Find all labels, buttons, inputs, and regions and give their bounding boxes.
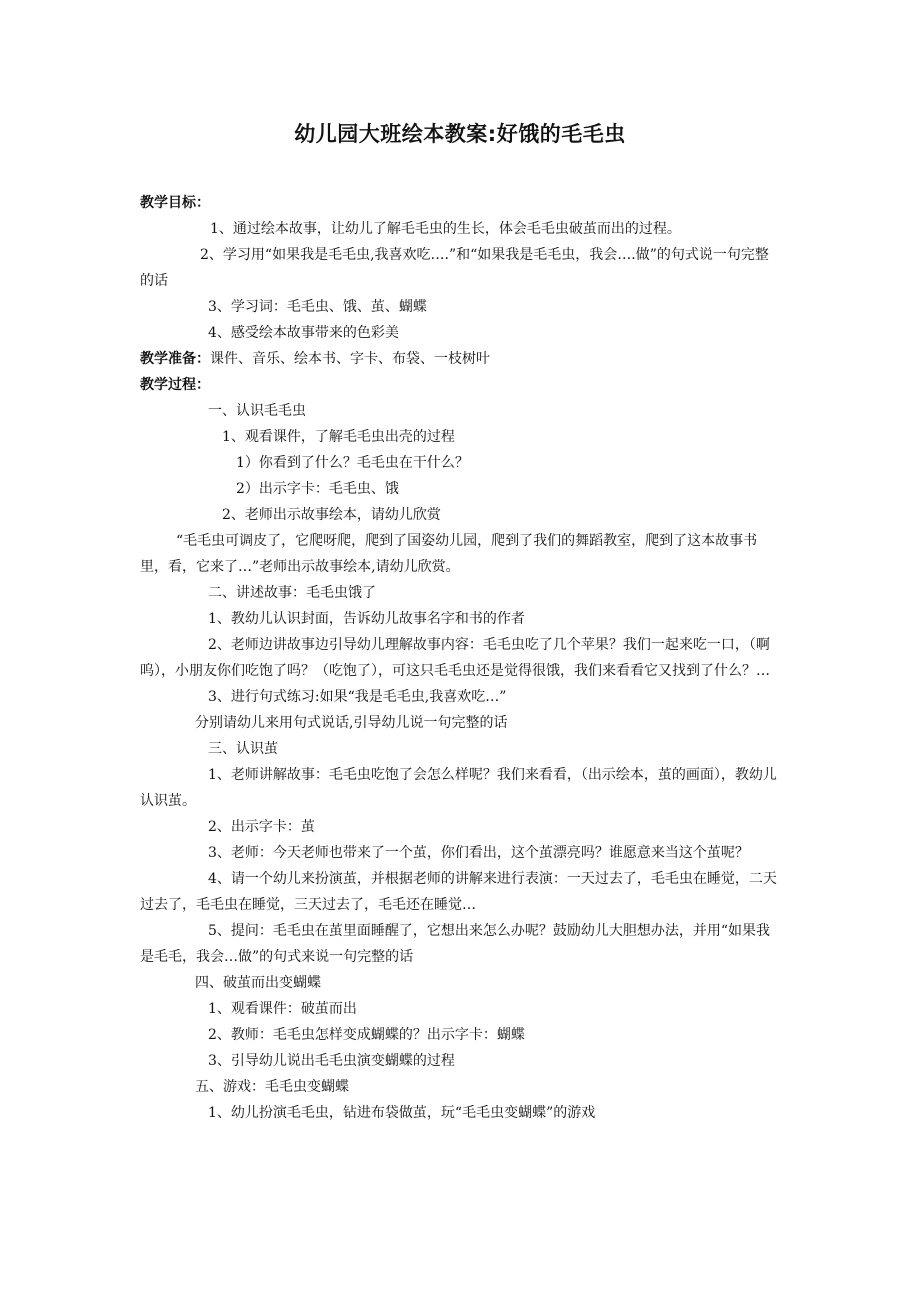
section-1-quote: “毛毛虫可调皮了，它爬呀爬，爬到了国姿幼儿园，爬到了我们的舞蹈教室，爬到了这本故事书里，看，它来了…”老师出示故事绘本,请幼儿欣赏。 (140, 533, 758, 575)
goal-item-1: 1、通过绘本故事，让幼儿了解毛毛虫的生长，体会毛毛虫破茧而出的过程。 (210, 221, 681, 237)
section-4-item-1: 1、观看课件：破茧而出 (208, 1001, 357, 1017)
section-1-question-1: 1）你看到了什么？毛毛虫在干什么？ (236, 455, 469, 471)
section-3-item-5: 5、提问：毛毛虫在茧里面睡醒了，它想出来怎么办呢？鼓励幼儿大胆想办法，并用“如果我是毛毛，我会…做”的句式来说一句完整的话 (140, 923, 771, 965)
process-heading: 教学过程： (140, 377, 210, 393)
page-title: 幼儿园大班绘本教案:好饿的毛毛虫 (294, 122, 626, 146)
section-2-note: 分别请幼儿来用句式说话,引导幼儿说一句完整的话 (195, 715, 508, 731)
section-5-item-1: 1、幼儿扮演毛毛虫，钻进布袋做茧，玩“毛毛虫变蝴蝶”的游戏 (208, 1105, 596, 1121)
goal-item-3: 3、学习词：毛毛虫、饿、茧、蝴蝶 (208, 299, 427, 315)
section-4-item-2: 2、教师：毛毛虫怎样变成蝴蝶的？出示字卡：蝴蝶 (208, 1027, 525, 1043)
section-4-title: 四、破茧而出变蝴蝶 (195, 975, 321, 991)
document-body (140, 190, 780, 1126)
section-2-title: 二、讲述故事：毛毛虫饿了 (208, 585, 376, 601)
section-4-item-3: 3、引导幼儿说出毛毛虫演变蝴蝶的过程 (208, 1053, 455, 1069)
section-3-title: 三、认识茧 (208, 741, 278, 757)
prep-text: 课件、音乐、绘本书、字卡、布袋、一枝树叶 (210, 351, 490, 367)
section-1-title: 一、认识毛毛虫 (208, 403, 306, 419)
section-1-item-2: 2、老师出示故事绘本，请幼儿欣赏 (222, 507, 441, 523)
goal-item-4: 4、感受绘本故事带来的色彩美 (208, 325, 399, 341)
section-5-title: 五、游戏：毛毛虫变蝴蝶 (195, 1079, 349, 1095)
section-1-item-1: 1、观看课件，了解毛毛虫出壳的过程 (222, 429, 455, 445)
section-1-question-2: 2）出示字卡：毛毛虫、饿 (236, 481, 399, 497)
prep-line (140, 346, 780, 372)
section-2-item-3: 3、进行句式练习:如果“我是毛毛虫,我喜欢吃…” (208, 689, 507, 705)
section-2-item-2: 2、老师边讲故事边引导幼儿理解故事内容：毛毛虫吃了几个苹果？我们一起来吃一口，（啊呜），小朋友你们吃饱了吗？（吃饱了），可这只毛毛虫还是觉得很饿，我们来看看它又找到了什么？… (140, 637, 770, 679)
section-3-item-4: 4、请一个幼儿来扮演茧，并根据老师的讲解来进行表演：一天过去了，毛毛虫在睡觉，二天过去了，毛毛虫在睡觉，三天过去了，毛毛还在睡觉… (140, 871, 777, 913)
goal-item-2: 2、学习用“如果我是毛毛虫,我喜欢吃….”和“如果我是毛毛虫，我会….做”的句式说一句完整的话 (140, 247, 769, 289)
section-3-item-1: 1、老师讲解故事：毛毛虫吃饱了会怎么样呢？我们来看看，（出示绘本，茧的画面），教幼儿认识茧。 (140, 767, 777, 809)
section-3-item-2: 2、出示字卡：茧 (208, 819, 315, 835)
goals-heading: 教学目标： (140, 195, 210, 211)
prep-heading: 教学准备： (140, 351, 210, 367)
section-2-item-1: 1、教幼儿认识封面，告诉幼儿故事名字和书的作者 (208, 611, 525, 627)
section-3-item-3: 3、老师：今天老师也带来了一个茧，你们看出，这个茧漂亮吗？谁愿意来当这个茧呢？ (208, 845, 749, 861)
